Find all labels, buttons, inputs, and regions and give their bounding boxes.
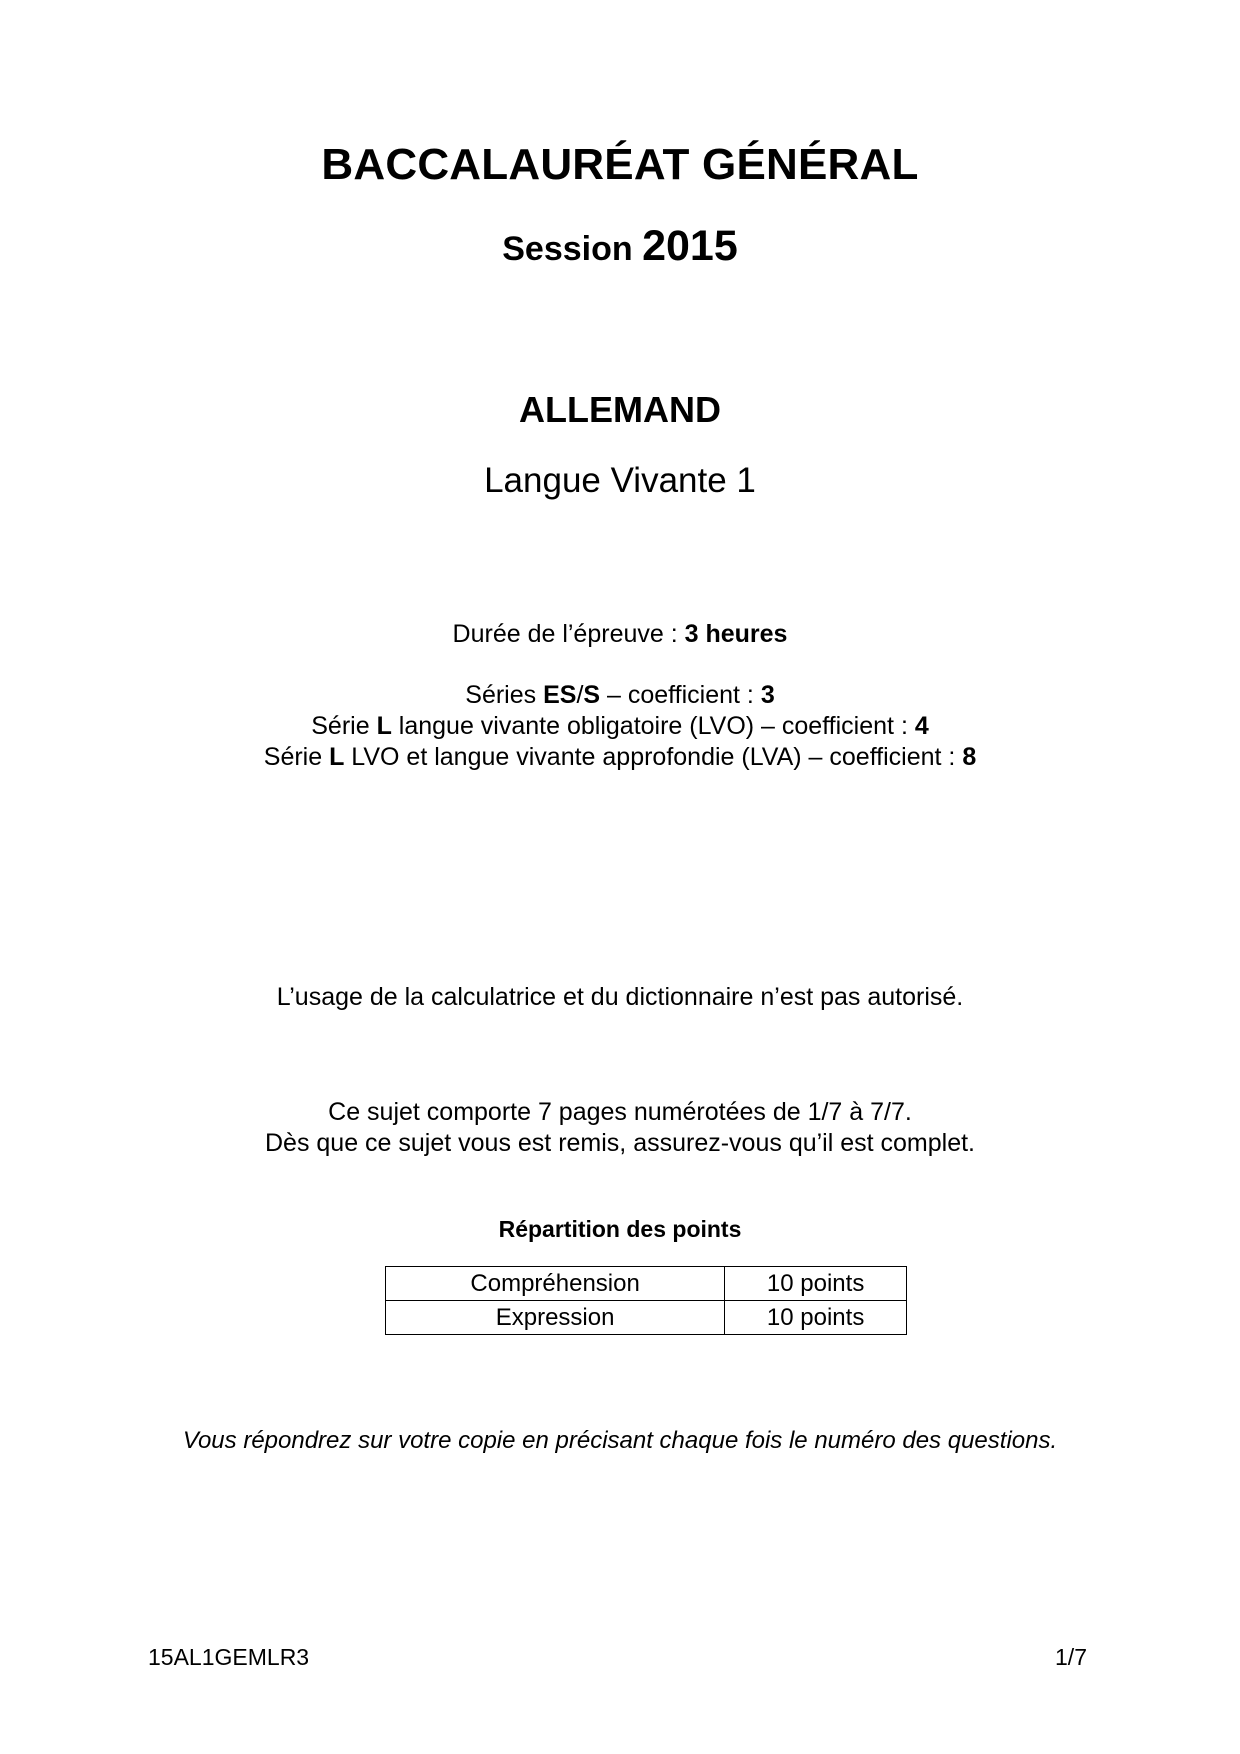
table-row [386, 1267, 907, 1301]
series-l: L [329, 743, 345, 771]
series-l-lva-line [0, 743, 1240, 772]
exam-title: BACCALAURÉAT GÉNÉRAL [321, 140, 919, 189]
series-es-s-line [0, 681, 1240, 710]
series-coefficient: 8 [962, 743, 977, 771]
duration-line [0, 620, 1240, 649]
series-text: LVO et langue vivante approfondie (LVA) – coefficient : [344, 743, 963, 771]
session-label: Session [502, 230, 633, 268]
series-es: ES [543, 681, 577, 709]
calculator-notice: L’usage de la calculatrice et du dictionnaire n’est pas autorisé. [276, 983, 964, 1011]
subject-name: ALLEMAND [519, 389, 721, 430]
duration-label: Durée de l’épreuve : [452, 620, 685, 648]
page-number: 1/7 [1055, 1644, 1087, 1670]
series-coefficient: 4 [914, 712, 929, 740]
series-prefix: Série [311, 712, 377, 740]
series-coefficient: 3 [760, 681, 775, 709]
series-text: – coefficient : [600, 681, 761, 709]
table-cell-points: 10 points [725, 1301, 907, 1335]
table-cell-section: Expression [386, 1301, 725, 1335]
series-slash: / [576, 681, 584, 709]
page-count-notice: Ce sujet comporte 7 pages numérotées de 1/7 à 7/7. [328, 1098, 912, 1126]
session-line [0, 222, 1240, 271]
series-prefix: Série [263, 743, 330, 771]
completeness-notice: Dès que ce sujet vous est remis, assurez-vous qu’il est complet. [264, 1129, 976, 1157]
answer-instruction: Vous répondrez sur votre copie en précisant chaque fois le numéro des questions. [182, 1427, 1058, 1454]
duration-value: 3 heures [684, 620, 788, 648]
series-s: S [583, 681, 601, 709]
table-cell-points: 10 points [725, 1267, 907, 1301]
subject-level: Langue Vivante 1 [484, 461, 756, 500]
points-table [385, 1266, 907, 1335]
table-row [386, 1301, 907, 1335]
series-l-lvo-line [0, 712, 1240, 741]
document-code: 15AL1GEMLR3 [148, 1644, 310, 1670]
points-table-title: Répartition des points [498, 1216, 742, 1242]
series-text: langue vivante obligatoire (LVO) – coefficient : [391, 712, 915, 740]
table-cell-section: Compréhension [386, 1267, 725, 1301]
series-l: L [376, 712, 392, 740]
series-prefix: Séries [465, 681, 544, 709]
session-year: 2015 [642, 222, 738, 270]
